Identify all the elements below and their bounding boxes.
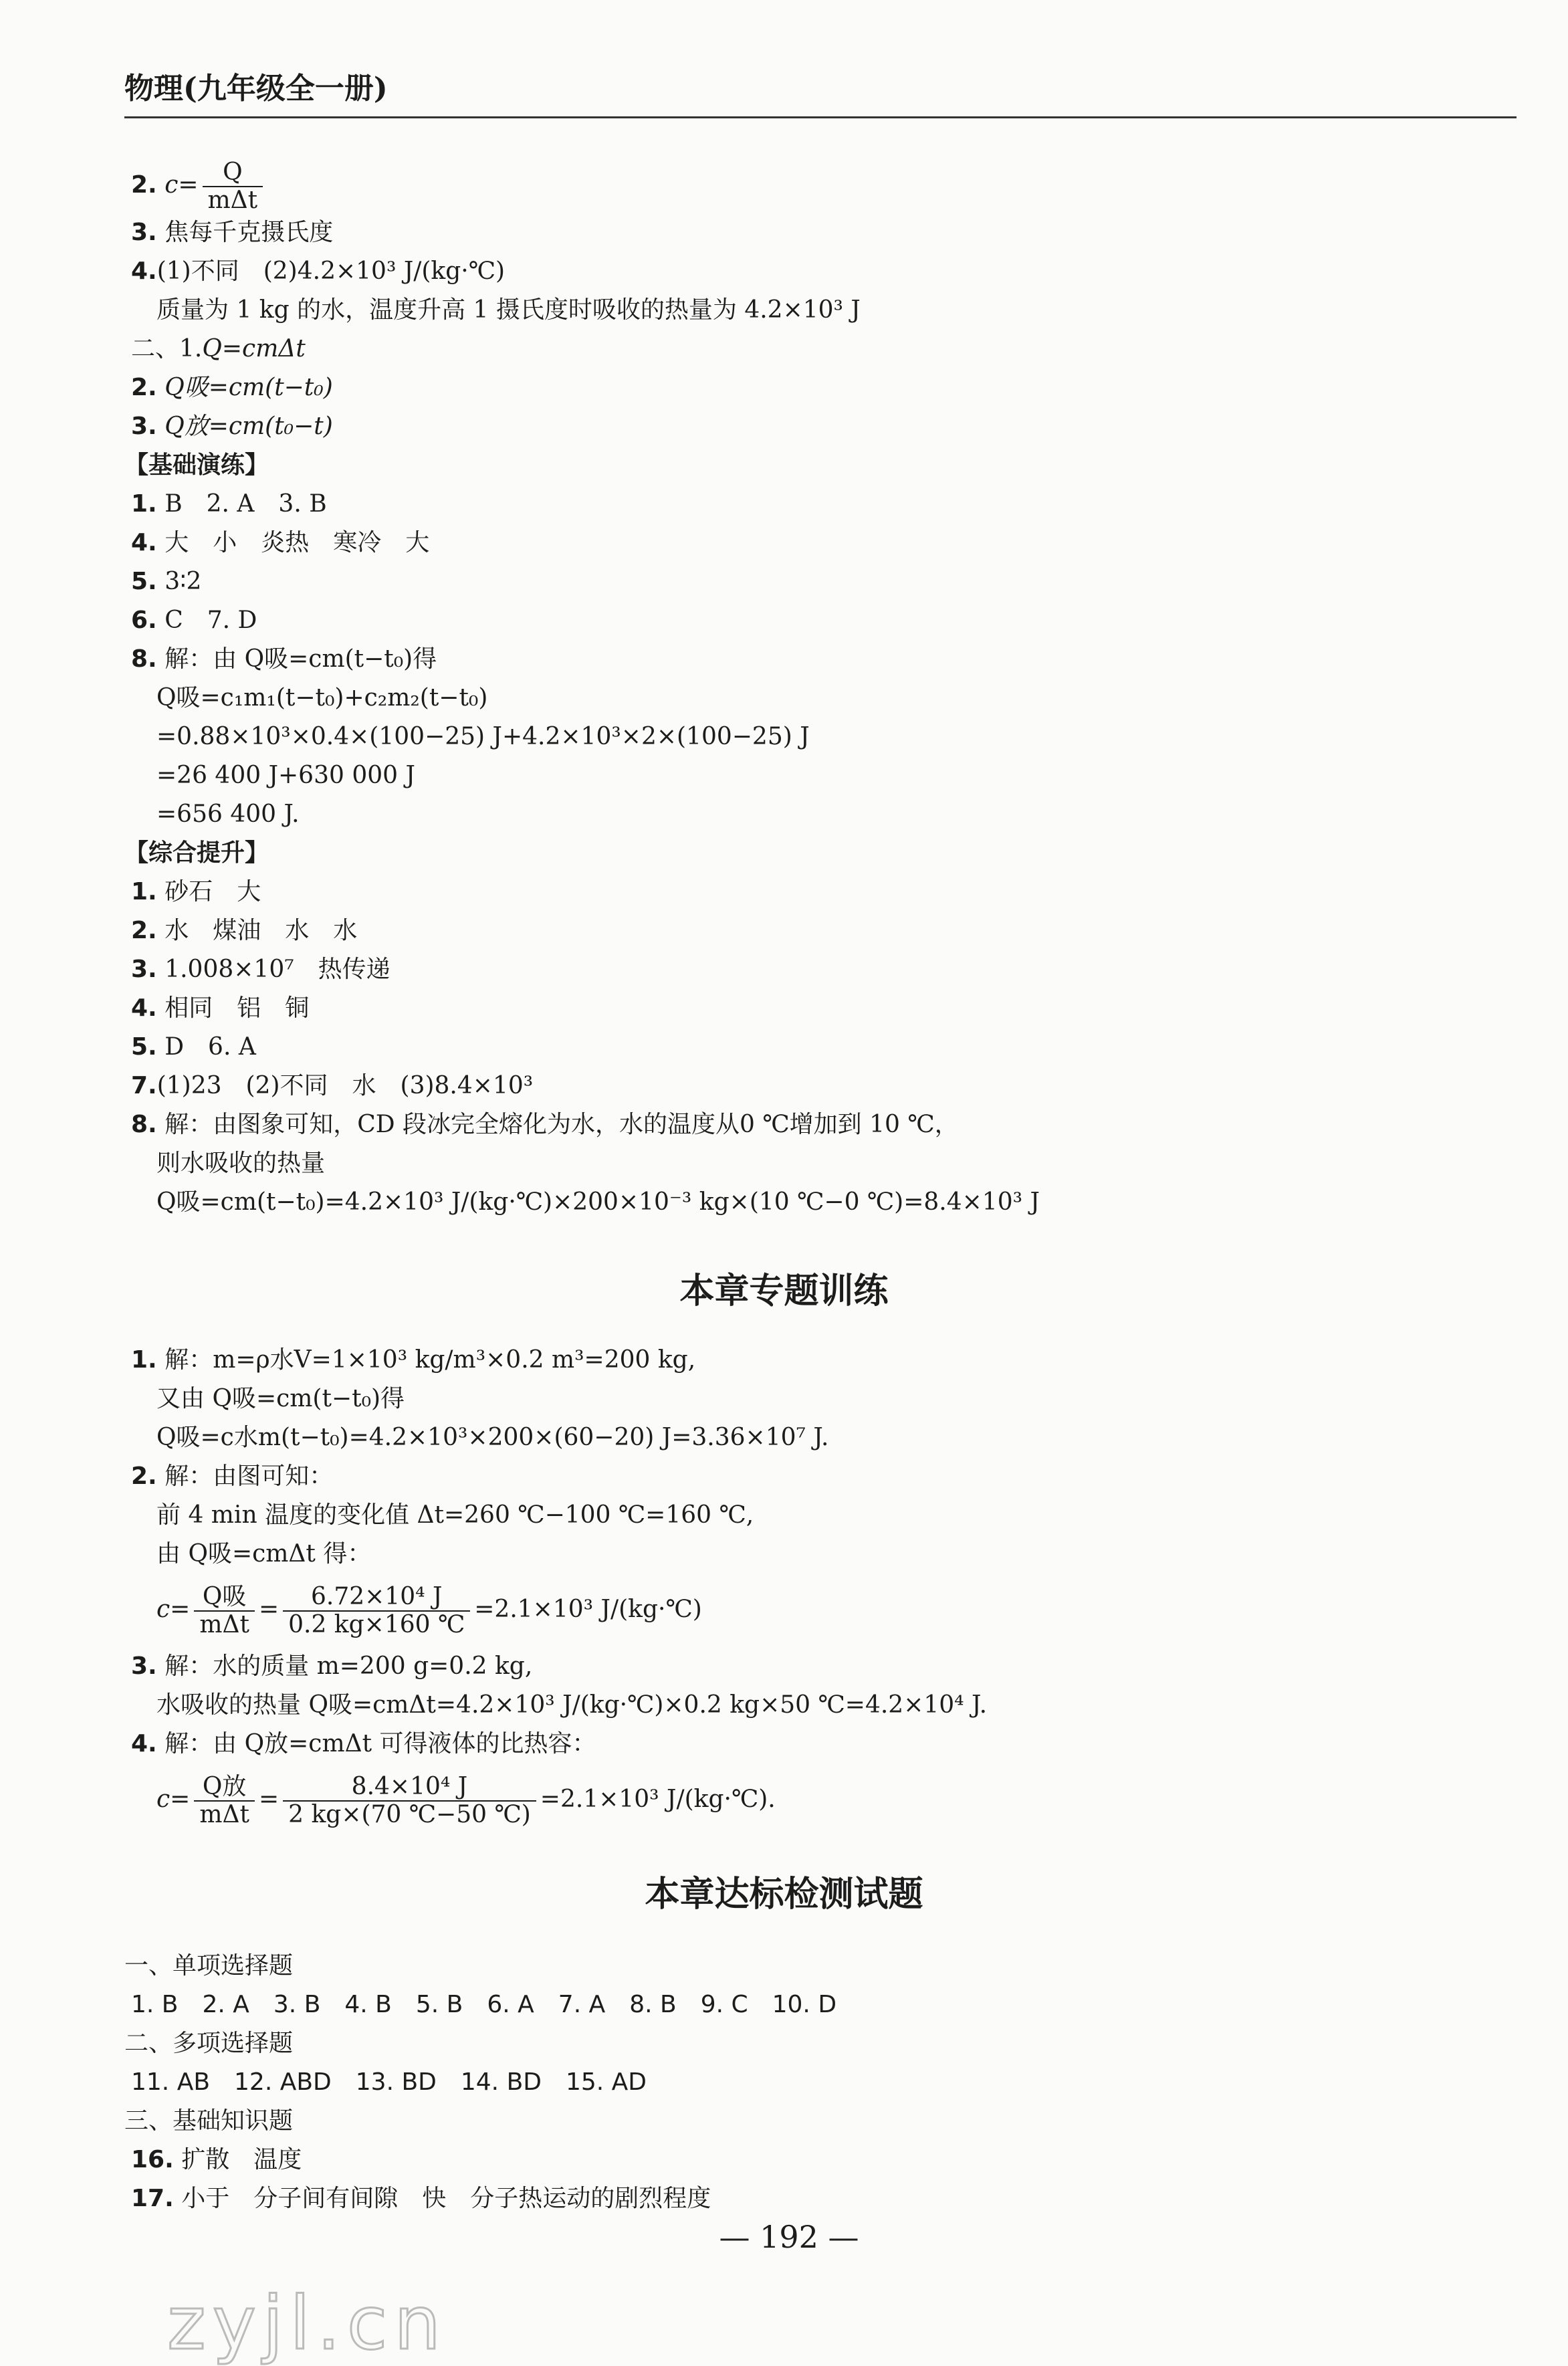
training-1-step1: 又由 Q吸=cm(t−t₀)得 — [156, 1385, 405, 1412]
answer-b1: 二、1.Q=cmΔt — [131, 335, 306, 362]
training-1: 1. 解：m=ρ水V=1×10³ kg/m³×0.2 m³=200 kg, — [131, 1346, 696, 1374]
answer-3: 3. 焦每千克摄氏度 — [131, 219, 334, 246]
advanced-8-step2: Q吸=cm(t−t₀)=4.2×10³ J/(kg·℃)×200×10⁻³ kg×(10 ℃−0 ℃)=8.4×10³ J — [156, 1188, 1040, 1216]
basic-8-step2: =0.88×10³×0.4×(100−25) J+4.2×10³×2×(100−25) J — [156, 723, 810, 750]
basic-8-step1: Q吸=c₁m₁(t−t₀)+c₂m₂(t−t₀) — [156, 684, 488, 712]
section-heading-advanced: 【综合提升】 — [124, 839, 269, 867]
training-2-step2: 由 Q吸=cmΔt 得： — [156, 1540, 372, 1568]
basic-6-7: 6. C 7. D — [131, 607, 257, 634]
answer-b3: 3. Q放=cm(t₀−t) — [131, 413, 333, 440]
page-number: — 192 — — [719, 2219, 859, 2255]
answer-4: 4.(1)不同 (2)4.2×10³ J/(kg·℃) — [131, 257, 506, 285]
basic-1-3: 1. B 2. A 3. B — [131, 490, 327, 518]
advanced-5-6: 5. D 6. A — [131, 1033, 256, 1061]
running-header: 物理(九年级全一册) — [124, 72, 388, 106]
test-part1-heading: 一、单项选择题 — [124, 1952, 294, 1979]
advanced-8-step1: 则水吸收的热量 — [156, 1150, 326, 1177]
training-2: 2. 解：由图可知： — [131, 1463, 334, 1490]
training-3-step1: 水吸收的热量 Q吸=cmΔt=4.2×10³ J/(kg·℃)×0.2 kg×50 ℃=4.2×10⁴ J. — [156, 1691, 988, 1719]
basic-8: 8. 解：由 Q吸=cm(t−t₀)得 — [131, 645, 437, 673]
basic-8-step3: =26 400 J+630 000 J — [156, 762, 415, 789]
test-17: 17. 小于 分子间有间隙 快 分子热运动的剧烈程度 — [131, 2185, 711, 2212]
training-3: 3. 解：水的质量 m=200 g=0.2 kg, — [131, 1652, 533, 1680]
answer-4-note: 质量为 1 kg 的水，温度升高 1 摄氏度时吸收的热量为 4.2×10³ J — [156, 296, 861, 324]
advanced-3: 3. 1.008×10⁷ 热传递 — [131, 956, 390, 983]
basic-5: 5. 3∶2 — [131, 568, 202, 595]
training-4: 4. 解：由 Q放=cmΔt 可得液体的比热容： — [131, 1730, 596, 1757]
test-part3-heading: 三、基础知识题 — [124, 2107, 294, 2135]
section-heading-basic: 【基础演练】 — [124, 451, 269, 479]
advanced-2: 2. 水 煤油 水 水 — [131, 917, 358, 944]
training-2-formula: c= $\frac{\text{Q吸}}{\text{mΔt}}$ = $\frac{\text{6.72×10⁴ J}}{0.2 kg\times 160 ℃}$ =2.1×10³ J/(kg·℃) — [156, 1583, 702, 1638]
section-title-chapter-test: 本章达标检测试题 — [645, 1874, 923, 1915]
advanced-8: 8. 解：由图象可知，CD 段冰完全熔化为水，水的温度从0 ℃增加到 10 ℃， — [131, 1111, 959, 1138]
fraction: $\frac{Q}{\text{mΔt}}$ — [203, 159, 263, 214]
advanced-4: 4. 相同 铝 铜 — [131, 994, 310, 1022]
item-number: 2. — [131, 171, 157, 199]
answer-2 — [131, 159, 267, 214]
training-4-formula: c= $\frac{\text{Q放}}{\text{mΔt}}$ = $\frac{\text{8.4×10⁴ J}}{2 kg\times(70 ℃-50 ℃)}$ =2.1×10³ J/(kg·℃). — [156, 1773, 776, 1828]
test-part1-answers: 1. B 2. A 3. B 4. B 5. B 6. A 7. A 8. B 9. C 10. D — [131, 1991, 837, 2018]
training-1-step2: Q吸=c水m(t−t₀)=4.2×10³×200×(60−20) J=3.36×10⁷ J. — [156, 1424, 829, 1451]
header-rule — [124, 116, 1517, 118]
test-16: 16. 扩散 温度 — [131, 2146, 302, 2173]
section-title-topic-training: 本章专题训练 — [679, 1271, 889, 1311]
basic-8-step4: =656 400 J. — [156, 800, 300, 828]
advanced-1: 1. 砂石 大 — [131, 878, 261, 905]
test-part2-heading: 二、多项选择题 — [124, 2030, 294, 2057]
basic-4: 4. 大 小 炎热 寒冷 大 — [131, 529, 430, 556]
advanced-7: 7.(1)23 (2)不同 水 (3)8.4×10³ — [131, 1072, 534, 1099]
answer-b2: 2. Q吸=cm(t−t₀) — [131, 374, 333, 401]
test-part2-answers: 11. AB 12. ABD 13. BD 14. BD 15. AD — [131, 2068, 647, 2096]
watermark: zyjl.cn — [167, 2280, 448, 2366]
training-2-step1: 前 4 min 温度的变化值 Δt=260 ℃−100 ℃=160 ℃, — [156, 1501, 754, 1529]
formula-lhs: c= — [164, 171, 199, 199]
